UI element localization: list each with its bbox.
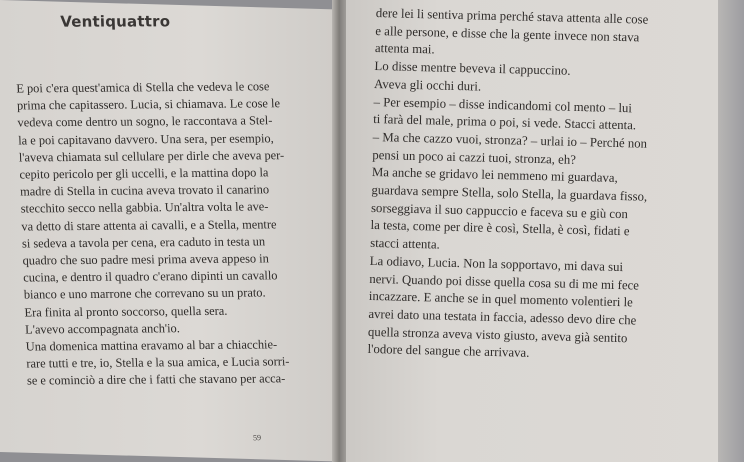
left-page (0, 0, 334, 461)
text-line: bianco e uno marrone che correvano su un prato. (23, 285, 266, 302)
text-line: la e poi capitavano davvero. Una sera, per esempio, (17, 130, 274, 148)
text-line: rare tutti e tre, io, Stella e la sua amica, e Lucia sorri- (26, 354, 290, 371)
text-line: l'odore del sangue che arrivava. (367, 342, 530, 361)
text-line: nervi. Quando poi disse quella cosa su di me mi fece (369, 271, 640, 293)
text-line: quella stronza aveva visto giusto, aveva già sentito (367, 324, 628, 345)
text-line: prima che capitassero. Lucia, si chiamava. Le cose le (16, 96, 281, 113)
text-line: – Per esempio – disse indicandomi col mento – lui (373, 94, 633, 115)
text-line: Aveva gli occhi duri. (373, 76, 482, 94)
text-line: la testa, come per dire è così, Stella, è così, fidati e (370, 218, 630, 239)
text-line: va detto di stare attenta ai cavalli, e a Stella, mentre (21, 216, 277, 234)
text-line: dere lei li sentiva prima perché stava attenta alle cose (375, 5, 649, 27)
text-line: se e cominciò a dire che i fatti che stavano per acca- (26, 371, 286, 389)
text-line: Una domenica mattina eravamo al bar a chiacchie- (25, 337, 278, 354)
text-line: Lo disse mentre beveva il cappuccino. (374, 59, 571, 78)
text-line: Era finita al pronto soccorso, quella sera. (24, 303, 228, 320)
page-number: 59 (252, 433, 262, 443)
text-line: stecchito secco nella gabbia. Un'altra volta le ave- (20, 199, 269, 216)
chapter-title: Ventiquattro (60, 12, 171, 31)
text-line: attenta mai. (374, 41, 435, 57)
text-line: cucina, e dentro il quadro c'erano dipinti un cavallo (22, 268, 278, 285)
text-line: sorseggiava il suo cappuccio e faceva su e giù con (370, 200, 629, 221)
text-line: stacci attenta. (370, 236, 440, 252)
text-line: quadro che suo padre mesi prima aveva appeso in (22, 251, 270, 268)
left-page-text (16, 78, 327, 390)
text-line: e alle persone, e disse che la gente invece non stava (375, 23, 640, 45)
text-line: L'avevo accompagnata anch'io. (24, 321, 181, 337)
text-line: pensi un poco ai cazzi tuoi, stronza, eh? (372, 147, 577, 167)
text-line: E poi c'era quest'amica di Stella che vedeva le cose (16, 79, 270, 96)
text-line: guardava sempre Stella, solo Stella, la guardava fisso, (371, 182, 648, 204)
right-page-text (367, 5, 686, 367)
text-line: vedeva come dentro un sogno, le raccontava a Stel- (17, 113, 273, 130)
text-line: incazzare. E anche se in quel momento volentieri le (368, 289, 633, 310)
text-line: madre di Stella in cucina aveva trovato il canarino (19, 182, 270, 199)
background-edge (718, 0, 744, 462)
text-line: – Ma che cazzo vuoi, stronza? – urlai io – Perché non (372, 129, 648, 151)
text-line: La odiavo, Lucia. Non la sopportavo, mi dava sui (369, 253, 624, 274)
text-line: l'aveva chiamata sul cellulare per dirle che aveva per- (18, 147, 285, 165)
text-line: ti farà del male, prima o poi, si vede. Stacci attenta. (373, 112, 637, 133)
text-line: avrei dato una testata in faccia, adesso devo dire che (368, 306, 637, 328)
text-line: cepito pericolo per gli uccelli, e la mattina dopo la (19, 165, 269, 182)
text-line: si sedeva a tavola per cena, era caduto in testa un (21, 234, 266, 251)
text-line: Ma anche se gridavo lei nemmeno mi guardava, (371, 165, 618, 186)
